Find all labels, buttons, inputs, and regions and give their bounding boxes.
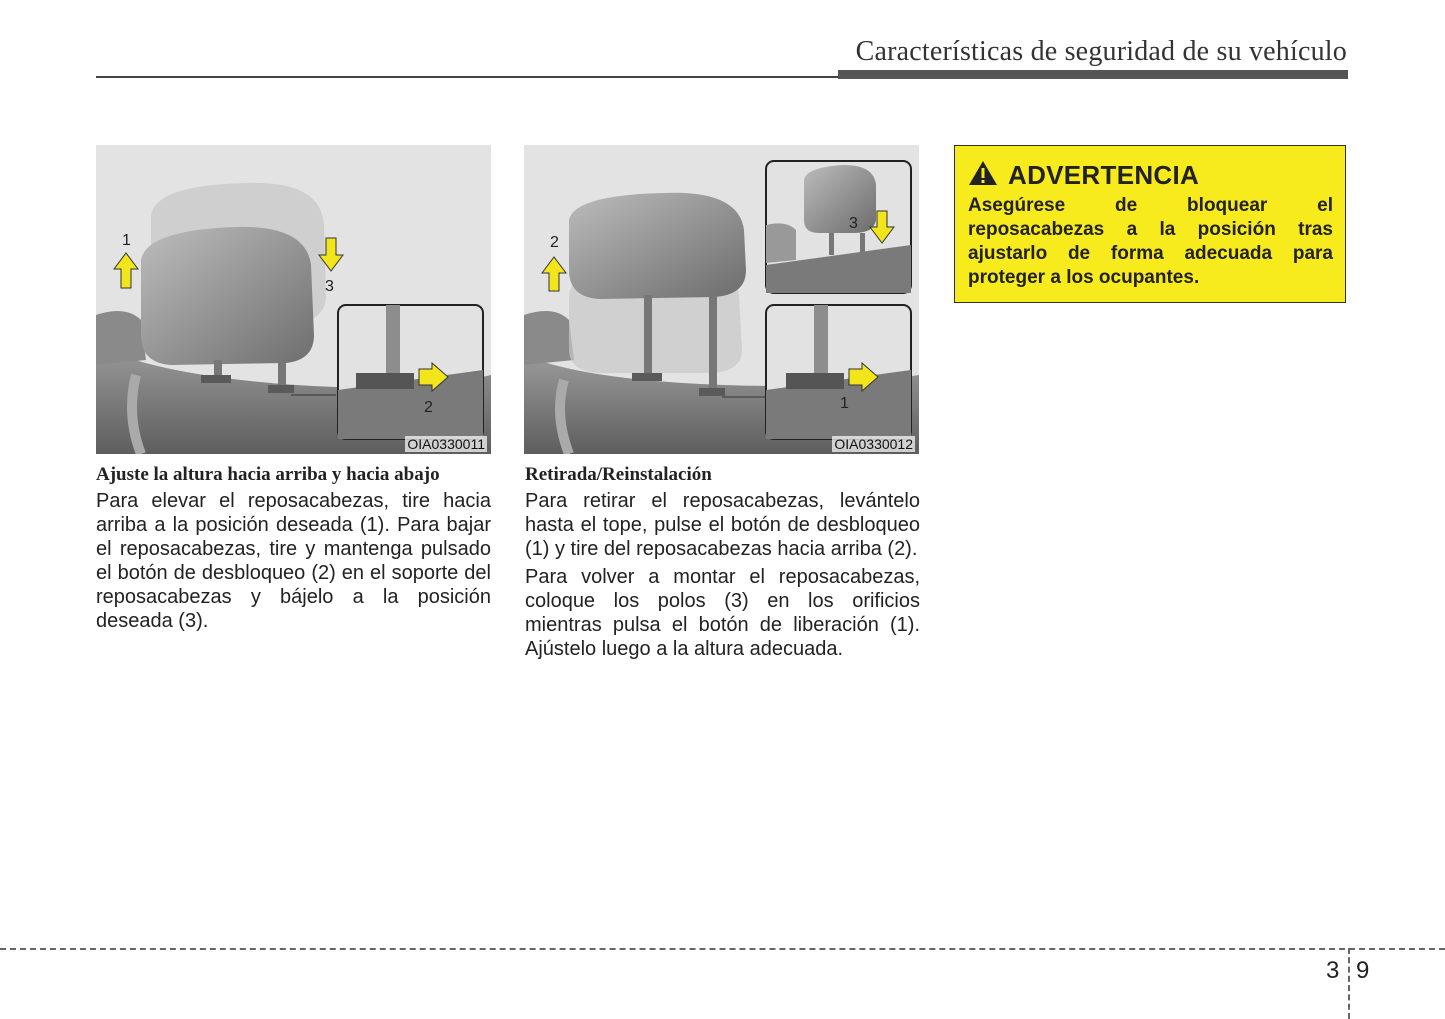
callout-3: 3: [325, 278, 334, 295]
page-number: 9: [1356, 957, 1370, 984]
warning-box: [954, 145, 1346, 303]
callout-1: 1: [840, 395, 849, 412]
footer-vertical-divider: [1348, 948, 1350, 1019]
callout-3: 3: [849, 215, 858, 232]
page-chapter-number: 3: [1326, 957, 1340, 984]
warning-text: Asegúrese de bloquear el reposacabezas a la posición tras ajustarlo de forma adecuada para proteger a los ocupantes.: [968, 195, 1333, 288]
warning-triangle-icon: [968, 160, 998, 191]
left-text-column: [96, 463, 491, 637]
paragraph-reinstall: Para volver a montar el reposacabezas, coloque los polos (3) en los orificios mientras pulsa el botón de liberación (1). Ajústelo luego a la altura adecuada.: [525, 566, 920, 660]
section-title-removal: Retirada/Reinstalación: [525, 464, 712, 485]
running-header-title: Características de seguridad de su vehículo: [855, 36, 1347, 67]
figure-code: OIA0330012: [834, 436, 913, 452]
callout-1: 1: [122, 232, 131, 249]
footer-dashed-rule: [0, 948, 1445, 950]
paragraph-removal: Para retirar el reposacabezas, levántelo hasta el tope, pulse el botón de desbloqueo (1) y tire del reposacabezas hacia arriba (2).: [525, 490, 920, 560]
warning-title: ADVERTENCIA: [1008, 160, 1200, 190]
middle-text-column: [525, 463, 920, 665]
figure-height-adjust: [96, 145, 491, 454]
header-bar: [838, 70, 1348, 79]
figure-code: OIA0330011: [407, 436, 485, 452]
figure-removal: [524, 145, 919, 454]
callout-2: 2: [550, 234, 559, 251]
section-title-height-adjust: Ajuste la altura hacia arriba y hacia abajo: [96, 464, 440, 485]
warning-header: [968, 160, 1333, 191]
callout-2: 2: [424, 399, 433, 416]
paragraph-height-adjust: Para elevar el reposacabezas, tire hacia arriba a la posición deseada (1). Para bajar el reposacabezas, tire y mantenga pulsado el botón de desbloqueo (2) en el soporte del reposacabezas y bájelo a la posición deseada (3).: [96, 490, 491, 632]
headrest-removal-illustration: [524, 145, 919, 454]
